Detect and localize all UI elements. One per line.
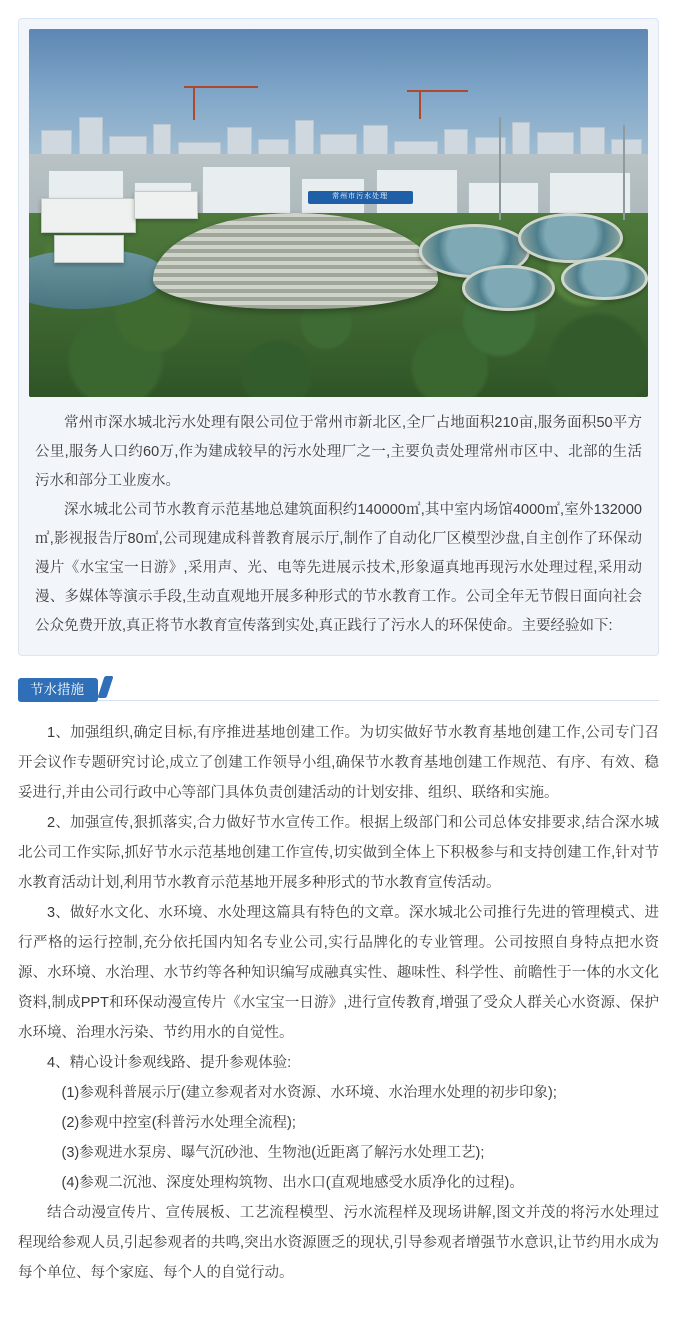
measure-subitem: (4)参观二沉池、深度处理构筑物、出水口(直观地感受水质净化的过程)。 [61, 1175, 524, 1191]
settling-tank [462, 265, 555, 311]
plant-building [41, 198, 136, 233]
measure-item: 3、做好水文化、水环境、水处理这篇具有特色的文章。深水城北公司推行先进的管理模式、进行严格的运行控制,充分依托国内知名专业公司,实行品牌化的专业管理。公司按照自身特点把水资源、水环境、水治理、水节约等各种知识编写成融真实性、趣味性、科学性、前瞻性于一体的水文化资料,制成PPT和环保动漫宣传片《水宝宝一日游》,进行宣传教育,增强了受众人群关心水资源、保护水环境、治理水污染、节约用水的自觉性。 [18, 905, 659, 1041]
intro-paragraph: 常州市深水城北污水处理有限公司位于常州市新北区,全厂占地面积210亩,服务面积50平方公里,服务人口约60万,作为建成较早的污水处理厂之一,主要负责处理常州市区中、北部的生活污水和部分工业废水。 [35, 415, 642, 489]
section-title: 节水措施 [18, 678, 98, 702]
plant-signboard: 常州市污水处理 [308, 191, 413, 204]
hero-image-plant-aerial [29, 29, 648, 397]
utility-pole [499, 117, 501, 220]
settling-tank [518, 213, 623, 263]
measures-list [18, 718, 659, 1288]
measure-subitem: (1)参观科普展示厅(建立参观者对水资源、水环境、水治理水处理的初步印象); [61, 1085, 557, 1101]
measure-item: 2、加强宣传,狠抓落实,合力做好节水宣传工作。根据上级部门和公司总体安排要求,结合深水城北公司工作实际,抓好节水示范基地创建工作宣传,切实做到全体上下积极参与和支持创建工作,针对节水教育活动计划,利用节水教育示范基地开展多种形式的节水教育宣传活动。 [18, 815, 659, 891]
measure-item: 结合动漫宣传片、宣传展板、工艺流程模型、污水流程样及现场讲解,图文并茂的将污水处理过程现给参观人员,引起参观者的共鸣,突出水资源匮乏的现状,引导参观者增强节水意识,让节约用水成为每个单位、每个家庭、每个人的自觉行动。 [18, 1205, 659, 1281]
measure-item: 4、精心设计参观线路、提升参观体验: [47, 1055, 292, 1071]
measure-item: 1、加强组织,确定目标,有序推进基地创建工作。为切实做好节水教育基地创建工作,公司专门召开会议作专题研究讨论,成立了创建工作领导小组,确保节水教育基地创建工作规范、有序、有效、稳妥进行,并由公司行政中心等部门具体负责创建活动的计划安排、组织、联络和实施。 [18, 725, 659, 801]
utility-pole [623, 125, 625, 221]
plant-building [54, 235, 124, 263]
measure-subitem: (3)参观进水泵房、曝气沉砂池、生物池(近距离了解污水处理工艺); [61, 1145, 485, 1161]
section-heading [18, 676, 659, 702]
heading-accent-slash [97, 676, 113, 698]
heading-divider [18, 700, 659, 701]
article-page [0, 18, 677, 1298]
intro-paragraph: 深水城北公司节水教育示范基地总建筑面积约140000㎡,其中室内场馆4000㎡,室外132000㎡,影视报告厅80㎡,公司现建成科普教育展示厅,制作了自动化厂区模型沙盘,自主创作了环保动漫片《水宝宝一日游》,采用声、光、电等先进展示技术,形象逼真地再现污水处理过程,采用动漫、多媒体等演示手段,生动直观地开展多种形式的节水教育工作。公司全年无节假日面向社会公众免费开放,真正将节水教育宣传落到实处,真正践行了污水人的环保使命。主要经验如下: [35, 502, 642, 634]
plant-building [134, 191, 198, 219]
intro-card [18, 18, 659, 656]
settling-tank [561, 257, 647, 300]
measure-subitem: (2)参观中控室(科普污水处理全流程); [61, 1115, 296, 1131]
intro-text [29, 409, 648, 641]
